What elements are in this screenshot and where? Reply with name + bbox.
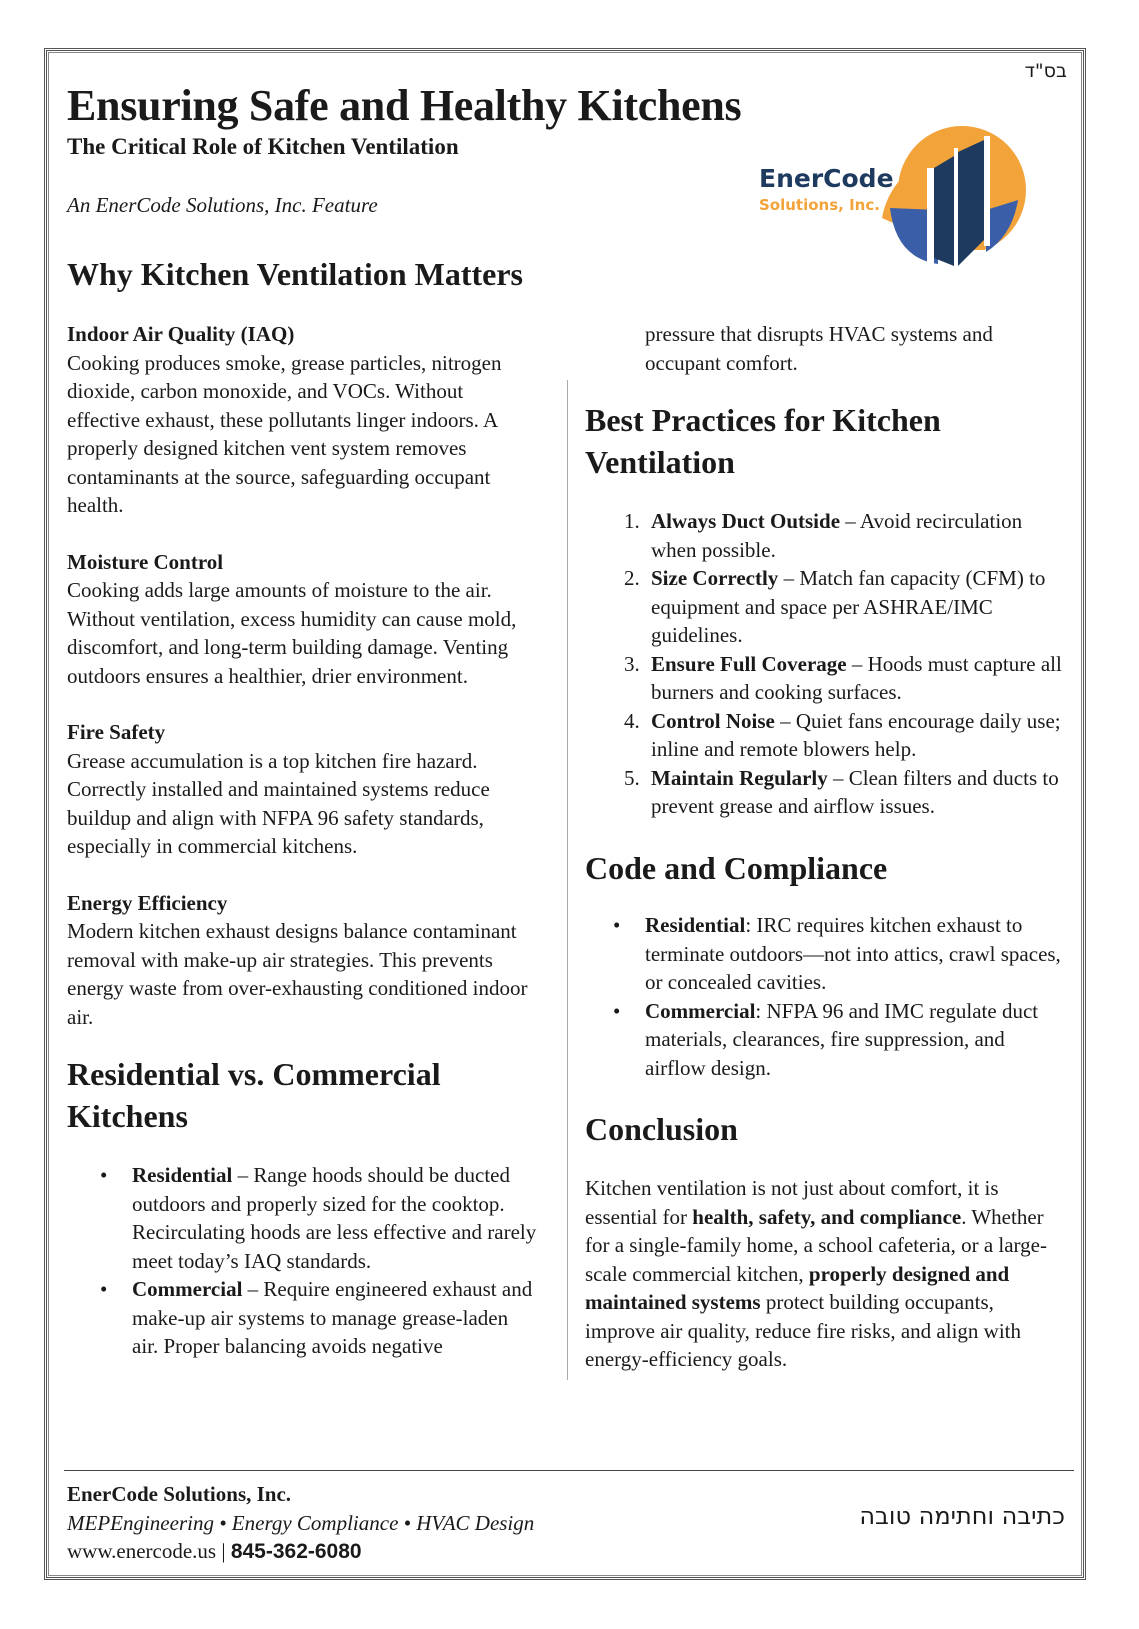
section-text: Grease accumulation is a top kitchen fire hazard. Correctly installed and maintained systems reduce buildup and align with NFPA 96 safety standards, especially in commercial kitchens. bbox=[67, 748, 490, 858]
item-text: – Hoods must capture all burners and cooking surfaces. bbox=[651, 651, 1062, 705]
item-text: – Range hoods should be ducted outdoors and properly sized for the cooktop. Recirculating hoods are less effective and rarely meet today’s IAQ standards. bbox=[132, 1163, 537, 1273]
list-item bbox=[645, 650, 1065, 707]
footer-contact bbox=[67, 1537, 534, 1567]
list-item bbox=[645, 764, 1065, 821]
list-item bbox=[613, 911, 1065, 997]
item-label: Residential bbox=[132, 1163, 233, 1188]
section-title: Indoor Air Quality (IAQ) bbox=[67, 322, 295, 346]
item-label: Control Noise bbox=[651, 708, 775, 733]
item-label: Residential bbox=[645, 913, 746, 938]
bullet-icon: • bbox=[613, 913, 621, 938]
item-label: Commercial bbox=[645, 998, 756, 1023]
bullet-icon: • bbox=[100, 1163, 108, 1188]
item-text: : IRC requires kitchen exhaust to terminate outdoors—not into attics, crawl spaces, or concealed cavities. bbox=[645, 913, 1061, 995]
logo-sub: Solutions, Inc. bbox=[759, 196, 880, 214]
section-fire bbox=[67, 718, 537, 861]
footer-company: EnerCode Solutions, Inc. bbox=[67, 1482, 292, 1506]
list-item bbox=[645, 707, 1065, 764]
right-column bbox=[585, 320, 1065, 1374]
code-list bbox=[595, 911, 1065, 1082]
code-heading: Code and Compliance bbox=[585, 849, 888, 886]
section-title: Energy Efficiency bbox=[67, 890, 228, 915]
conclusion-bold: properly designed and maintained systems bbox=[585, 1261, 1010, 1315]
footer bbox=[67, 1480, 534, 1567]
item-label: Size Correctly bbox=[651, 566, 779, 591]
bullet-icon: • bbox=[613, 998, 621, 1023]
resvcom-list bbox=[67, 1161, 537, 1361]
conclusion-part: protect building occupants, improve air quality, reduce fire risks, and align with energy-efficiency goals. bbox=[585, 1290, 1022, 1372]
section-iaq bbox=[67, 320, 537, 520]
resvcom-heading: Residential vs. Commercial Kitchens bbox=[67, 1056, 441, 1135]
footer-phone[interactable]: 845-362-6080 bbox=[230, 1540, 362, 1563]
best-heading: Best Practices for Kitchen Ventilation bbox=[585, 402, 941, 481]
section-title: Moisture Control bbox=[67, 549, 224, 574]
logo-graphic-icon bbox=[786, 118, 1056, 268]
why-heading: Why Kitchen Ventilation Matters bbox=[67, 256, 523, 292]
list-item bbox=[645, 564, 1065, 650]
conclusion-bold: health, safety, and compliance bbox=[692, 1204, 962, 1229]
column-divider bbox=[567, 380, 568, 1380]
left-column bbox=[67, 320, 537, 1361]
byline: An EnerCode Solutions, Inc. Feature bbox=[67, 193, 378, 217]
item-text: – Require engineered exhaust and make-up air systems to manage grease-laden air. Proper balancing avoids negative bbox=[132, 1277, 533, 1359]
page-title: Ensuring Safe and Healthy Kitchens bbox=[67, 81, 742, 130]
item-text: – Clean filters and ducts to prevent grease and airflow issues. bbox=[651, 765, 1059, 819]
section-moisture bbox=[67, 548, 537, 691]
item-text: – Match fan capacity (CFM) to equipment and space per ASHRAE/IMC guidelines. bbox=[651, 566, 1046, 648]
page-subtitle: The Critical Role of Kitchen Ventilation bbox=[67, 134, 459, 159]
item-label: Maintain Regularly bbox=[651, 765, 828, 790]
list-item bbox=[100, 1161, 537, 1275]
bsd-mark: בס"ד bbox=[1024, 60, 1067, 82]
conclusion-part: . Whether for a single-family home, a school cafeteria, or a large-scale commercial kitchen, bbox=[585, 1204, 1047, 1286]
list-item bbox=[613, 997, 1065, 1083]
item-label: Commercial bbox=[132, 1277, 243, 1302]
section-text: Cooking produces smoke, grease particles, nitrogen dioxide, carbon monoxide, and VOCs. Without effective exhaust, these pollutants linger indoors. A properly designed kitchen vent system removes contaminants at the source, safeguarding occupant health. bbox=[67, 350, 502, 517]
list-item bbox=[100, 1275, 537, 1361]
conclusion-text bbox=[585, 1174, 1065, 1374]
enercode-logo bbox=[759, 118, 1056, 268]
bullet-icon: • bbox=[100, 1277, 108, 1302]
continuation-text: pressure that disrupts HVAC systems and occupant comfort. bbox=[645, 322, 993, 375]
logo-name: EnerCode bbox=[759, 164, 894, 193]
conclusion-heading: Conclusion bbox=[585, 1111, 738, 1148]
footer-tagline: MEPEngineering • Energy Compliance • HVAC Design bbox=[67, 1510, 535, 1535]
footer-separator: | bbox=[216, 1539, 231, 1563]
item-text: : NFPA 96 and IMC regulate duct materials, clearances, fire suppression, and airflow design. bbox=[645, 998, 1039, 1080]
item-text: – Quiet fans encourage daily use; inline and remote blowers help. bbox=[651, 708, 1061, 762]
conclusion-part: Kitchen ventilation is not just about comfort, it is essential for bbox=[585, 1176, 999, 1229]
item-text: – Avoid recirculation when possible. bbox=[651, 509, 1023, 562]
section-title: Fire Safety bbox=[67, 720, 166, 744]
hebrew-greeting: כתיבה וחתימה טובה bbox=[859, 1502, 1065, 1530]
section-text: Modern kitchen exhaust designs balance contaminant removal with make-up air strategies. This prevents energy waste from over-exhausting conditioned indoor air. bbox=[67, 919, 528, 1029]
best-practices-list bbox=[595, 507, 1065, 821]
list-item bbox=[645, 507, 1065, 564]
footer-website[interactable]: www.enercode.us bbox=[67, 1539, 217, 1563]
section-text: Cooking adds large amounts of moisture to the air. Without ventilation, excess humidity can cause mold, discomfort, and long-term building damage. Venting outdoors ensures a healthier, drier environment. bbox=[67, 578, 517, 688]
item-label: Always Duct Outside bbox=[651, 509, 841, 534]
section-energy bbox=[67, 889, 537, 1032]
footer-divider bbox=[64, 1470, 1074, 1471]
item-label: Ensure Full Coverage bbox=[651, 651, 847, 676]
